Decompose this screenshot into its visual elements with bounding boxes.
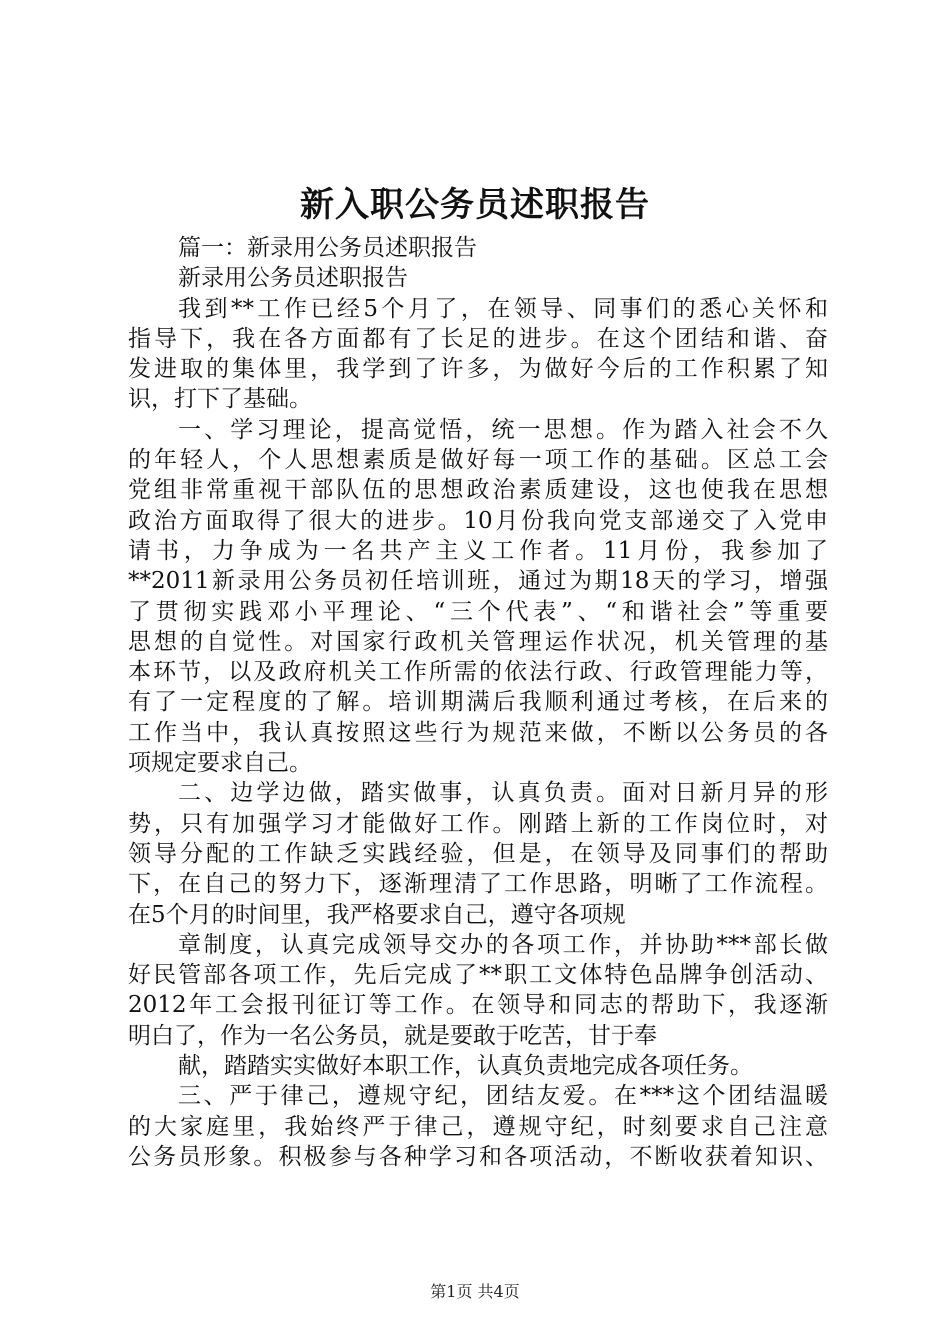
text-line: 指导下，我在各方面都有了长足的进步。在这个团结和谐、奋 (128, 325, 828, 352)
page-number-footer: 第1页 共4页 (430, 1282, 520, 1301)
text-line: 章制度，认真完成领导交办的各项工作，并协助***部长做 (178, 931, 828, 958)
document-title: 新入职公务员述职报告 (300, 185, 650, 225)
text-line: **2011新录用公务员初任培训班，通过为期18天的学习，增强 (128, 568, 828, 595)
text-line: 识，打下了基础。 (128, 386, 312, 413)
text-line: 一、学习理论，提高觉悟，统一思想。作为踏入社会不久 (178, 416, 828, 443)
text-line: 下，在自己的努力下，逐渐理清了工作思路，明晰了工作流程。 (128, 871, 828, 898)
text-line: 了贯彻实践邓小平理论、“三个代表”、“和谐社会”等重要 (128, 598, 828, 625)
text-line: 有了一定程度的了解。培训期满后我顺利通过考核，在后来的 (128, 689, 828, 716)
text-line: 工作当中，我认真按照这些行为规范来做，不断以公务员的各 (128, 719, 828, 746)
text-line: 三、严于律己，遵规守纪，团结友爱。在***这个团结温暖 (178, 1083, 828, 1110)
text-line: 势，只有加强学习才能做好工作。刚踏上新的工作岗位时，对 (128, 810, 828, 837)
text-line: 明白了，作为一名公务员，就是要敢于吃苦，甘于奉 (128, 1022, 657, 1049)
text-line: 的年轻人，个人思想素质是做好每一项工作的基础。区总工会 (128, 447, 828, 474)
text-line: 公务员形象。积极参与各种学习和各项活动，不断收获着知识、 (128, 1143, 828, 1170)
text-line: 思想的自觉性。对国家行政机关管理运作状况，机关管理的基 (128, 628, 828, 655)
text-line: 献，踏踏实实做好本职工作，认真负责地完成各项任务。 (178, 1053, 753, 1080)
text-line: 我到**工作已经5个月了，在领导、同事们的悉心关怀和 (178, 295, 828, 322)
text-line: 党组非常重视干部队伍的思想政治素质建设，这也使我在思想 (128, 477, 828, 504)
text-line: 2012年工会报刊征订等工作。在领导和同志的帮助下，我逐渐 (128, 992, 828, 1019)
text-line: 新录用公务员述职报告 (178, 265, 408, 292)
text-line: 请书，力争成为一名共产主义工作者。11月份，我参加了 (128, 537, 828, 564)
text-line: 政治方面取得了很大的进步。10月份我向党支部递交了入党申 (128, 507, 828, 534)
text-line: 好民管部各项工作，先后完成了**职工文体特色品牌争创活动、 (128, 962, 828, 989)
document-body (128, 233, 828, 1172)
text-line: 二、边学边做，踏实做事，认真负责。面对日新月异的形 (178, 780, 828, 807)
text-line: 的大家庭里，我始终严于律己，遵规守纪，时刻要求自己注意 (128, 1113, 828, 1140)
text-line: 在5个月的时间里，我严格要求自己，遵守各项规 (128, 901, 626, 928)
text-line: 项规定要求自己。 (128, 750, 312, 777)
text-line: 发进取的集体里，我学到了许多，为做好今后的工作积累了知 (128, 356, 828, 383)
text-line: 篇一：新录用公务员述职报告 (178, 235, 477, 261)
text-line: 领导分配的工作缺乏实践经验，但是，在领导及同事们的帮助 (128, 840, 828, 867)
text-line: 本环节，以及政府机关工作所需的依法行政、行政管理能力等， (128, 659, 828, 686)
